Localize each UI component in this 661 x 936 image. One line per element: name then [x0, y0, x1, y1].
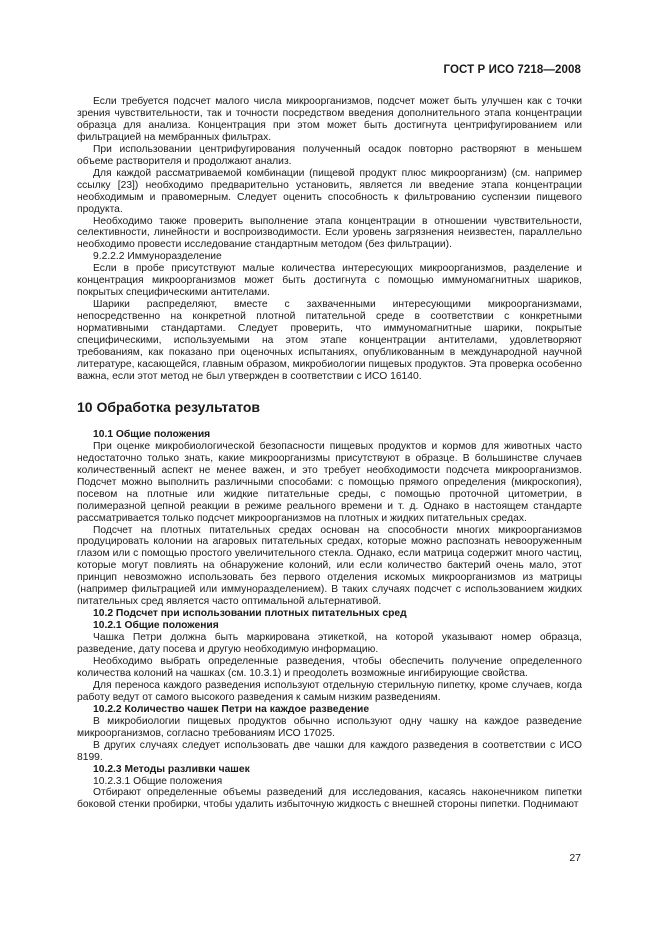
subsection-heading-10-2-2: [77, 704, 582, 716]
paragraph: Подсчет на плотных питательных средах основан на способности многих микроорганизмов продуцировать колонии на агаровых питательных средах, которые можно распознать невооруженным глазом или с помощью простого увеличительного стекла. Однако, если матрица содержит много частиц, которые могут повлиять на обнаружение колоний, или если количество бактерий очень мало, этот принцип невозможно использовать без первого отделения искомых микроорганизмов из матрицы (например фильтрацией или иммуноразделением). В таких случаях подсчет с использованием жидких питательных сред является часто оптимальной альтернативой.: [77, 524, 582, 608]
subsection-number: 10.2.3.1: [93, 775, 131, 787]
section-heading-10: [77, 399, 582, 415]
paragraph: Необходимо выбрать определенные разведения, чтобы обеспечить получение определенного количества колоний на чашках (см. 10.3.1) и преодолеть возможные ингибирующие свойства.: [77, 655, 582, 679]
subsection-heading-10-2: [77, 608, 582, 620]
subsection-title: Общие положения: [124, 620, 219, 632]
paragraph: В микробиологии пищевых продуктов обычно используют одну чашку на каждое разведение микроорганизмов, согласно требованиям ИСО 17025.: [77, 715, 582, 739]
subsection-title: Иммуноразделение: [127, 251, 222, 263]
section-number: 10: [77, 398, 93, 415]
subsection-number: 9.2.2.2: [93, 251, 125, 263]
paragraph: Чашка Петри должна быть маркирована этикеткой, на которой указывают номер образца, разведение, дату посева и другую необходимую информацию.: [77, 632, 582, 656]
subsection-title: Методы разливки чашек: [124, 763, 250, 775]
paragraph: Отбирают определенные объемы разведений для исследования, касаясь наконечником пипетки боковой стенки пробирки, чтобы удалить избыточную жидкость с внешней стороны пипетки. Поднимают: [77, 787, 582, 811]
page-number: 27: [569, 852, 581, 864]
paragraph: Если требуется подсчет малого числа микроорганизмов, подсчет может быть улучшен как с точки зрения чувствительности, так и точности посредством введения дополнительного этапа концентрации образца для анализа. Концентрация при этом может быть достигнута центрифугированием или фильтрацией на мембранных фильтрах.: [77, 96, 582, 143]
paragraph: Если в пробе присутствуют малые количества интересующих микроорганизмов, разделение и концентрация микроорганизмов может быть достигнута с помощью иммуномагнитных шариков, покрытых специфическими антителами.: [77, 263, 582, 299]
standard-id-header: ГОСТ Р ИСО 7218—2008: [443, 64, 581, 76]
paragraph: При использовании центрифугирования полученный осадок повторно растворяют в меньшем объеме растворителя и продолжают анализ.: [77, 143, 582, 167]
section-title: Обработка результатов: [96, 398, 261, 415]
subsection-number: 10.2.1: [93, 620, 122, 632]
subsection-title: Общие положения: [133, 775, 223, 787]
subsection-heading-10-2-3-1: [77, 776, 582, 788]
subsection-title: Подсчет при использовании плотных питательных сред: [115, 608, 407, 620]
subsection-number: 10.2.2: [93, 703, 122, 715]
subsection-number: 10.2: [93, 608, 114, 620]
subsection-title: Общие положения: [115, 428, 211, 440]
subsection-heading-10-1: [77, 429, 582, 441]
subsection-heading-9-2-2-2: [77, 251, 582, 263]
paragraph: В других случаях следует использовать две чашки для каждого разведения в соответствии с ИСО 8199.: [77, 739, 582, 763]
page-body: [77, 96, 582, 811]
subsection-title: Количество чашек Петри на каждое разведение: [124, 703, 370, 715]
subsection-heading-10-2-3: [77, 764, 582, 776]
paragraph: Необходимо также проверить выполнение этапа концентрации в отношении чувствительности, селективности, линейности и воспроизводимости. Если уровень загрязнения неизвестен, параллельно необходимо провести исследование стандартным методом (без фильтрации).: [77, 215, 582, 251]
paragraph: При оценке микробиологической безопасности пищевых продуктов и кормов для животных часто недостаточно только знать, какие микроорганизмы присутствуют в образце. В большинстве случаев количественный аспект не менее важен, и это требует необходимости подсчета микроорганизмов. Подсчет можно выполнить различными способами: с помощью прямого определения (микроскопия), посевом на плотные или жидкие питательные среды, с помощью проточной цитометрии, в полимеразной цепной реакции в режиме реального времени и т. д. Однако в настоящем стандарте рассматривается только подсчет микроорганизмов на плотных и жидких питательных средах.: [77, 440, 582, 524]
subsection-number: 10.2.3: [93, 763, 122, 775]
paragraph: Для переноса каждого разведения используют отдельную стерильную пипетку, кроме случаев, когда работу ведут от самого высокого разведения к самым низким разведениям.: [77, 679, 582, 703]
paragraph: Для каждой рассматриваемой комбинации (пищевой продукт плюс микроорганизм) (см. например ссылку [23]) необходимо предварительно установить, является ли введение этапа концентрации необходимым и правомерным. Следует оценить способность к фильтрованию суспензии пищевого продукта.: [77, 167, 582, 215]
subsection-heading-10-2-1: [77, 620, 582, 632]
subsection-number: 10.1: [93, 428, 114, 440]
paragraph: Шарики распределяют, вместе с захваченными интересующими микроорганизмами, непосредственно на конкретной плотной питательной среде в соответствии с конкретными нормативными стандартами. Следует проверить, что иммуномагнитные шарики, покрытые специфическими, используемыми на этом этапе концентрации антителами, удовлетворяют требованиям, как показано при оценочных испытаниях, опубликованным в международной научной литературе, касающейся, главным образом, микробиологии пищевых продуктов. Эта проверка особенно важна, если этот метод не был утвержден в соответствии с ИСО 16140.: [77, 299, 582, 382]
